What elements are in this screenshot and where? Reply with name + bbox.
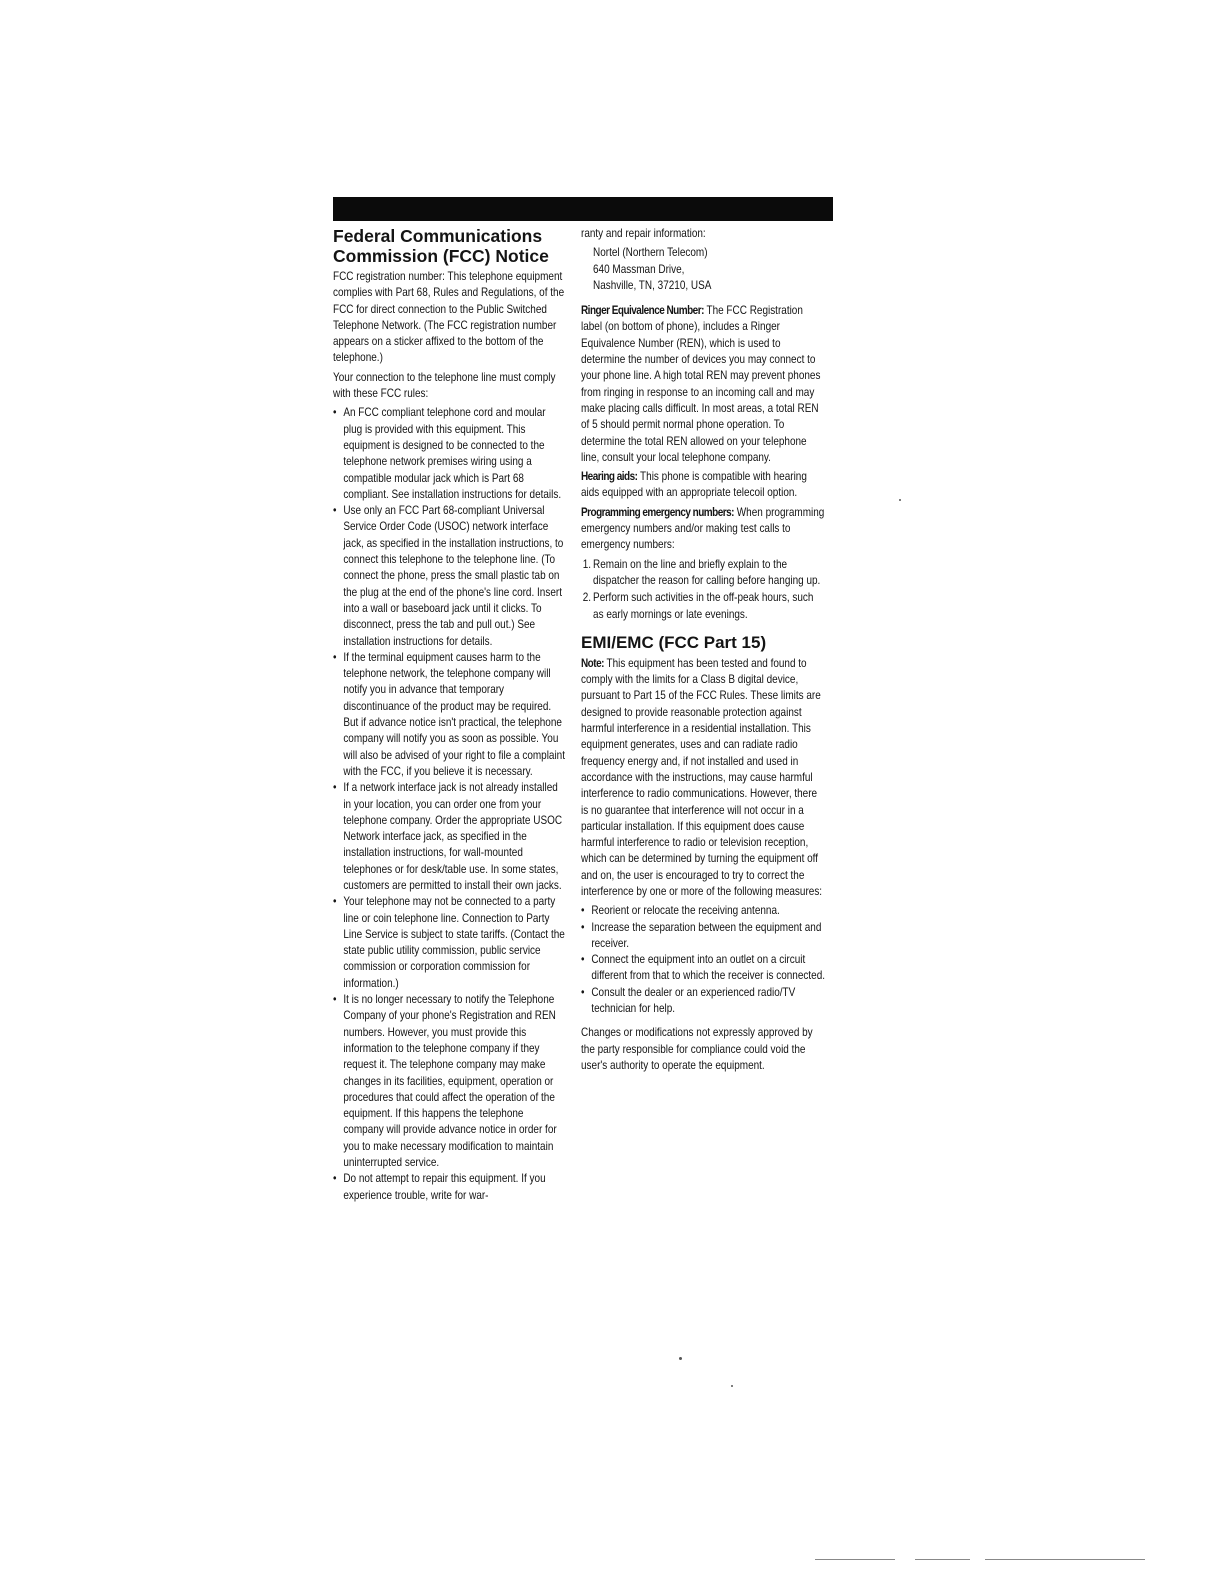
- bullet-icon: •: [581, 953, 585, 967]
- ringer-label: Ringer Equivalence Number:: [581, 304, 704, 318]
- bullet-icon: •: [333, 895, 337, 909]
- address-line: 640 Massman Drive,: [593, 262, 685, 276]
- continuation-text: ranty and repair information:: [581, 227, 706, 240]
- bullet-icon: •: [581, 904, 585, 918]
- fcc-rules-list: [333, 405, 566, 1204]
- hearing-label: Hearing aids:: [581, 470, 638, 484]
- bullet-icon: •: [333, 1172, 337, 1186]
- mailing-address: [593, 245, 838, 294]
- header-bar: [333, 197, 833, 221]
- page-title: Federal Communications Commission (FCC) Notice: [333, 226, 549, 266]
- list-item: • Do not attempt to repair this equipment. If you experience trouble, write for war-: [333, 1172, 546, 1202]
- bullet-icon: •: [333, 650, 337, 664]
- ringer-equivalence-paragraph: Ringer Equivalence Number: The FCC Registration label (on bottom of phone), includes a Ringer Equivalence Number (REN), which is used to determine the number of devices you may connect to your phone line. A high total REN may prevent phones from ringing in response to an incoming call and may make placing calls difficult. In most areas, a total REN of 5 should permit normal phone operation. To determine the total REN allowed on your telephone line, consult your local telephone company.: [581, 304, 821, 464]
- list-item: • Use only an FCC Part 68-compliant Universal Service Order Code (USOC) network interface jack, as specified in the installation instructions, to connect this telephone to the telephone line. (To connect the phone, press the small plastic tab on the plug at the end of the phone's line cord. Insert into a wall or baseboard jack until it clicks. To disconnect, press the tab and pull out.) See installation instructions for details.: [333, 504, 564, 648]
- emi-heading: EMI/EMC (FCC Part 15): [581, 632, 767, 652]
- list-item: • If the terminal equipment causes harm to the telephone network, the telephone company will notify you in advance that temporary discontinuance of the product may be required. But if advance notice isn't practical, the telephone company will notify you as soon as possible. You will also be advised of your right to file a complaint with the FCC, if you believe it is necessary.: [333, 650, 566, 778]
- list-item: • It is no longer necessary to notify the Telephone Company of your phone's Registration and REN numbers. However, you must provide this information to the telephone company if they request it. The telephone company may make changes in its facilities, equipment, operation or procedures that could affect the operation of the equipment. If this happens the telephone company will provide advance notice in order for you to make necessary modification to maintain uninterrupted service.: [333, 993, 557, 1170]
- right-column: [581, 226, 827, 1077]
- scan-speck: [731, 1385, 733, 1387]
- bullet-icon: •: [333, 504, 337, 518]
- scan-speck: [899, 499, 901, 501]
- list-item: • Increase the separation between the equipment and receiver.: [581, 920, 822, 950]
- address-line: Nortel (Northern Telecom): [593, 246, 708, 260]
- bullet-icon: •: [581, 920, 585, 934]
- scan-edge-line: [985, 1559, 1145, 1560]
- bullet-icon: •: [333, 406, 337, 420]
- list-item: • Your telephone may not be connected to a party line or coin telephone line. Connection to Party Line Service is subject to state tariffs. (Contact the state public utility commission, public service commission or corporation commission for information.): [333, 895, 565, 990]
- list-item: • Consult the dealer or an experienced radio/TV technician for help.: [581, 985, 796, 1016]
- scan-edge-line: [815, 1559, 895, 1560]
- rules-lead: Your connection to the telephone line must comply with these FCC rules:: [333, 370, 556, 401]
- measures-list: [581, 903, 826, 1017]
- list-item: 2. Perform such activities in the off-peak hours, such as early mornings or late evenings.: [582, 591, 814, 621]
- emergency-steps-list: [581, 557, 826, 623]
- scan-speck: [679, 1357, 682, 1360]
- list-item: 1. Remain on the line and briefly explain to the dispatcher the reason for calling before hanging up.: [582, 557, 821, 587]
- list-item: • Connect the equipment into an outlet on a circuit different from that to which the receiver is connected.: [581, 953, 826, 983]
- bullet-icon: •: [333, 781, 337, 795]
- list-item: • If a network interface jack is not already installed in your location, you can order one from your telephone company. Order the appropriate USOC Network interface jack, as specified in the installation instructions, for wall-mounted telephones or for desk/table use. In some states, customers are permitted to install their own jacks.: [333, 781, 563, 892]
- scan-edge-line: [915, 1559, 970, 1560]
- fcc-intro: FCC registration number: This telephone equipment complies with Part 68, Rules and Regulations, of the FCC for direct connection to the Public Switched Telephone Network. (The FCC registration number appears on a sticker affixed to the bottom of the telephone.): [333, 270, 565, 365]
- note-paragraph: Note: This equipment has been tested and found to comply with the limits for a Class B digital device, pursuant to Part 15 of the FCC Rules. These limits are designed to provide reasonable protection against harmful interference in a residential installation. This equipment generates, uses and can radiate radio frequency energy and, if not installed and used in accordance with the instructions, may cause harmful interference to radio communications. However, there is no guarantee that interference will not occur in a particular installation. If this equipment does cause harmful interference to radio or television reception, which can be determined by turning the equipment off and on, the user is encouraged to try to correct the interference by one or more of the following measures:: [581, 656, 823, 898]
- programming-paragraph: Programming emergency numbers: When programming emergency numbers and/or making test calls to emergency numbers:: [581, 505, 825, 552]
- hearing-aids-paragraph: Hearing aids: This phone is compatible with hearing aids equipped with an appropriate telecoil option.: [581, 470, 807, 500]
- note-label: Note:: [581, 656, 604, 670]
- programming-label: Programming emergency numbers:: [581, 505, 734, 519]
- left-column: [333, 226, 567, 1207]
- address-line: Nashville, TN, 37210, USA: [593, 278, 712, 292]
- closing-paragraph: Changes or modifications not expressly approved by the party responsible for compliance could void the user's authority to operate the equipment.: [581, 1026, 813, 1072]
- list-item: • An FCC compliant telephone cord and moular plug is provided with this equipment. This equipment is designed to be connected to the telephone network premises wiring using a compatible modular jack which is Part 68 compliant. See installation instructions for details.: [333, 406, 562, 501]
- list-item: • Reorient or relocate the receiving antenna.: [581, 903, 826, 919]
- bullet-icon: •: [333, 993, 337, 1007]
- bullet-icon: •: [581, 985, 585, 999]
